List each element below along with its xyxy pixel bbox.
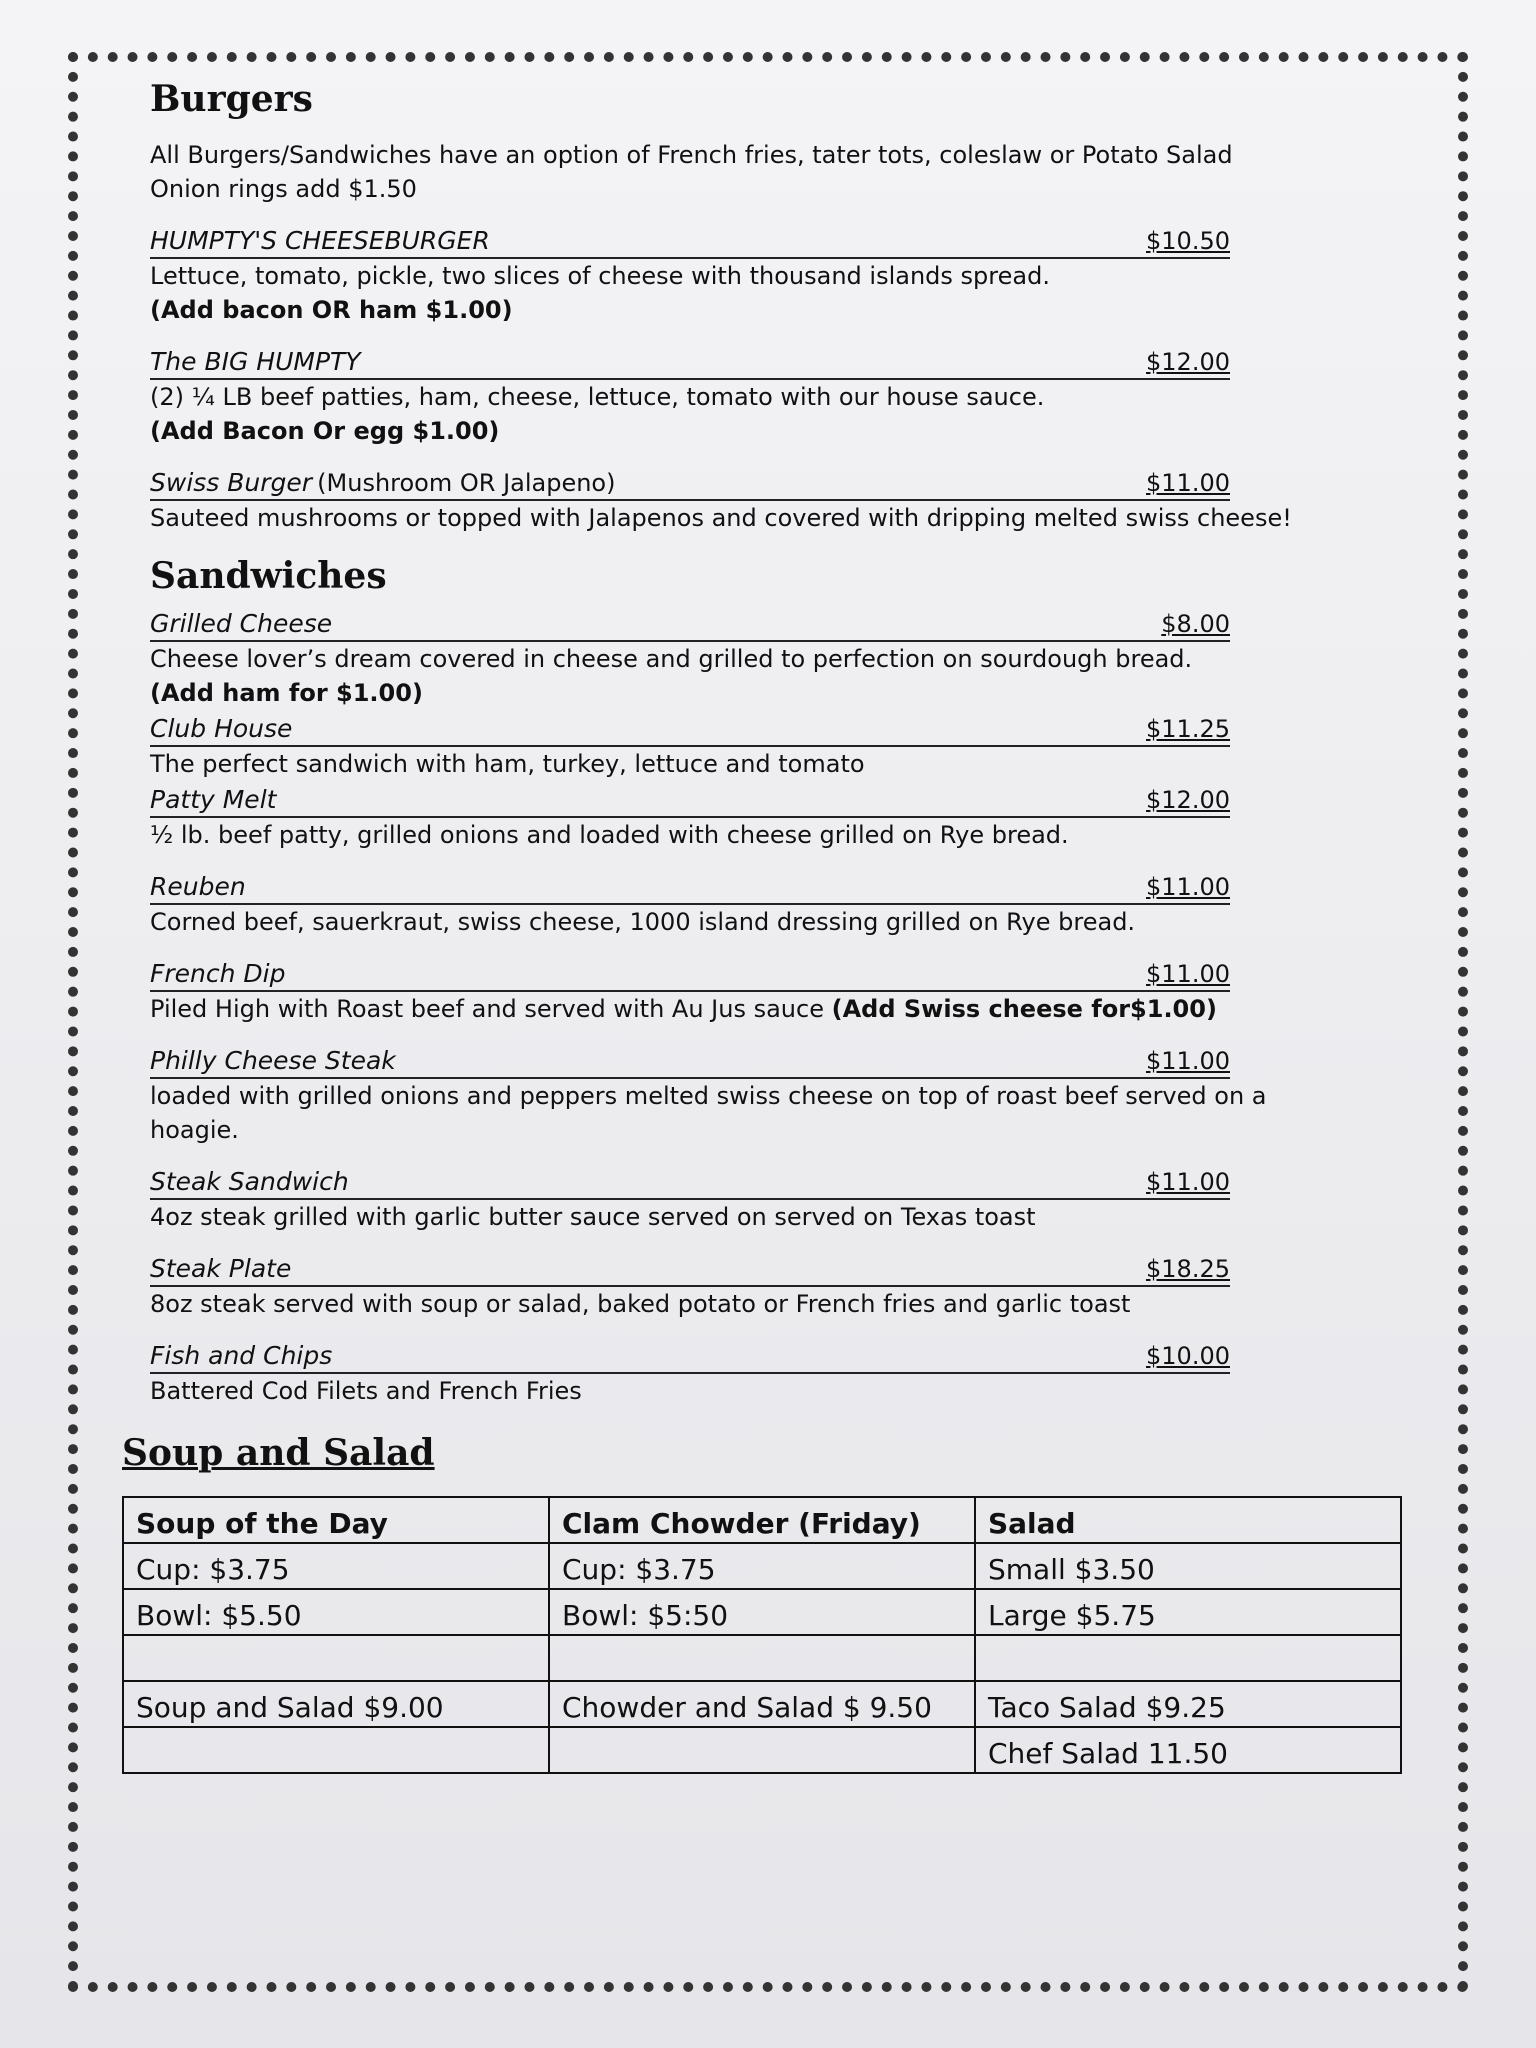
- menu-item: [150, 959, 1330, 1026]
- item-addon: (Add bacon OR ham $1.00): [150, 296, 513, 324]
- table-row: [123, 1497, 1401, 1543]
- table-cell: [549, 1727, 975, 1773]
- item-description: Battered Cod Filets and French Fries: [150, 1377, 582, 1405]
- item-name: Reuben: [150, 872, 246, 901]
- sides-note: All Burgers/Sandwiches have an option of French fries, tater tots, coleslaw or Potato Salad: [150, 141, 1233, 169]
- table-cell: Cup: $3.75: [549, 1543, 975, 1589]
- item-price: $18.25: [1146, 1255, 1230, 1283]
- item-description-line: [150, 992, 1330, 1026]
- item-name: Grilled Cheese: [150, 609, 333, 638]
- item-name: Swiss Burger: [150, 468, 313, 497]
- table-cell: Bowl: $5.50: [123, 1589, 549, 1635]
- item-name: Philly Cheese Steak: [150, 1046, 396, 1075]
- table-cell: [549, 1635, 975, 1681]
- table-row: [123, 1635, 1401, 1681]
- sandwiches-section: [150, 555, 1330, 1408]
- item-name: The BIG HUMPTY: [150, 347, 361, 376]
- table-cell: [123, 1727, 549, 1773]
- table-row: [123, 1543, 1401, 1589]
- item-description: 8oz steak served with soup or salad, baked potato or French fries and garlic toast: [150, 1290, 1131, 1318]
- table-row: [123, 1589, 1401, 1635]
- burgers-title: Burgers: [150, 78, 313, 120]
- item-price: $10.50: [1146, 227, 1230, 255]
- table-cell: Chef Salad 11.50: [975, 1727, 1401, 1773]
- table-cell: Soup of the Day: [123, 1497, 549, 1543]
- menu-item: [150, 1341, 1330, 1408]
- item-addon: (Add Bacon Or egg $1.00): [150, 417, 500, 445]
- item-description: Corned beef, sauerkraut, swiss cheese, 1000 island dressing grilled on Rye bread.: [150, 908, 1136, 936]
- table-row: [123, 1681, 1401, 1727]
- burgers-section: [150, 78, 1330, 535]
- item-description: ½ lb. beef patty, grilled onions and loaded with cheese grilled on Rye bread.: [150, 821, 1069, 849]
- table-cell: Small $3.50: [975, 1543, 1401, 1589]
- sandwiches-title: Sandwiches: [150, 555, 387, 597]
- table-cell: [123, 1635, 549, 1681]
- item-name: HUMPTY'S CHEESEBURGER: [150, 226, 490, 255]
- item-name: Steak Plate: [150, 1254, 292, 1283]
- menu-content: [122, 78, 1330, 1774]
- item-description: Cheese lover’s dream covered in cheese and grilled to perfection on sourdough bread.: [150, 645, 1193, 673]
- item-description: loaded with grilled onions and peppers melted swiss cheese on top of roast beef served on a hoagie.: [150, 1082, 1267, 1144]
- table-row: [123, 1727, 1401, 1773]
- item-name-extra: (Mushroom OR Jalapeno): [317, 469, 616, 497]
- item-description: The perfect sandwich with ham, turkey, lettuce and tomato: [150, 750, 865, 778]
- soup-salad-section: [122, 1432, 1330, 1774]
- item-description: Lettuce, tomato, pickle, two slices of cheese with thousand islands spread.: [150, 262, 1050, 290]
- item-name: Patty Melt: [150, 785, 277, 814]
- item-price: $11.25: [1146, 715, 1230, 743]
- item-addon: (Add Swiss cheese for$1.00): [831, 995, 1217, 1023]
- item-name: Fish and Chips: [150, 1341, 333, 1370]
- menu-item: [150, 872, 1330, 939]
- menu-item: [150, 714, 1330, 781]
- menu-item: [150, 347, 1330, 448]
- soup-salad-title: Soup and Salad: [122, 1432, 435, 1474]
- menu-item: [150, 1254, 1330, 1321]
- item-price: $12.00: [1146, 786, 1230, 814]
- item-price: $11.00: [1146, 1047, 1230, 1075]
- table-cell: Salad: [975, 1497, 1401, 1543]
- table-cell: Taco Salad $9.25: [975, 1681, 1401, 1727]
- item-price: $11.00: [1146, 873, 1230, 901]
- table-cell: Soup and Salad $9.00: [123, 1681, 549, 1727]
- item-name: Steak Sandwich: [150, 1167, 349, 1196]
- menu-item: [150, 1167, 1330, 1234]
- item-price: $12.00: [1146, 348, 1230, 376]
- table-cell: Chowder and Salad $ 9.50: [549, 1681, 975, 1727]
- menu-item: [150, 1046, 1330, 1147]
- menu-item: [150, 226, 1330, 327]
- table-cell: [975, 1635, 1401, 1681]
- menu-item: [150, 468, 1330, 535]
- item-description: Piled High with Roast beef and served with Au Jus sauce: [150, 995, 824, 1023]
- onion-rings-note: Onion rings add $1.50: [150, 175, 417, 203]
- soup-salad-table: [122, 1496, 1402, 1774]
- item-description: 4oz steak grilled with garlic butter sauce served on served on Texas toast: [150, 1203, 1036, 1231]
- menu-item: [150, 609, 1330, 710]
- item-price: $10.00: [1146, 1342, 1230, 1370]
- item-price: $11.00: [1146, 469, 1230, 497]
- item-addon: (Add ham for $1.00): [150, 679, 423, 707]
- table-cell: Clam Chowder (Friday): [549, 1497, 975, 1543]
- table-cell: Cup: $3.75: [123, 1543, 549, 1589]
- table-cell: Large $5.75: [975, 1589, 1401, 1635]
- item-price: $11.00: [1146, 1168, 1230, 1196]
- table-cell: Bowl: $5:50: [549, 1589, 975, 1635]
- menu-item: [150, 785, 1330, 852]
- item-name: Club House: [150, 714, 293, 743]
- item-name: French Dip: [150, 959, 286, 988]
- item-price: $11.00: [1146, 960, 1230, 988]
- item-name-group: [150, 468, 615, 497]
- item-price: $8.00: [1161, 610, 1230, 638]
- item-description: (2) ¼ LB beef patties, ham, cheese, lettuce, tomato with our house sauce.: [150, 383, 1045, 411]
- item-description: Sauteed mushrooms or topped with Jalapenos and covered with dripping melted swiss cheese!: [150, 504, 1292, 532]
